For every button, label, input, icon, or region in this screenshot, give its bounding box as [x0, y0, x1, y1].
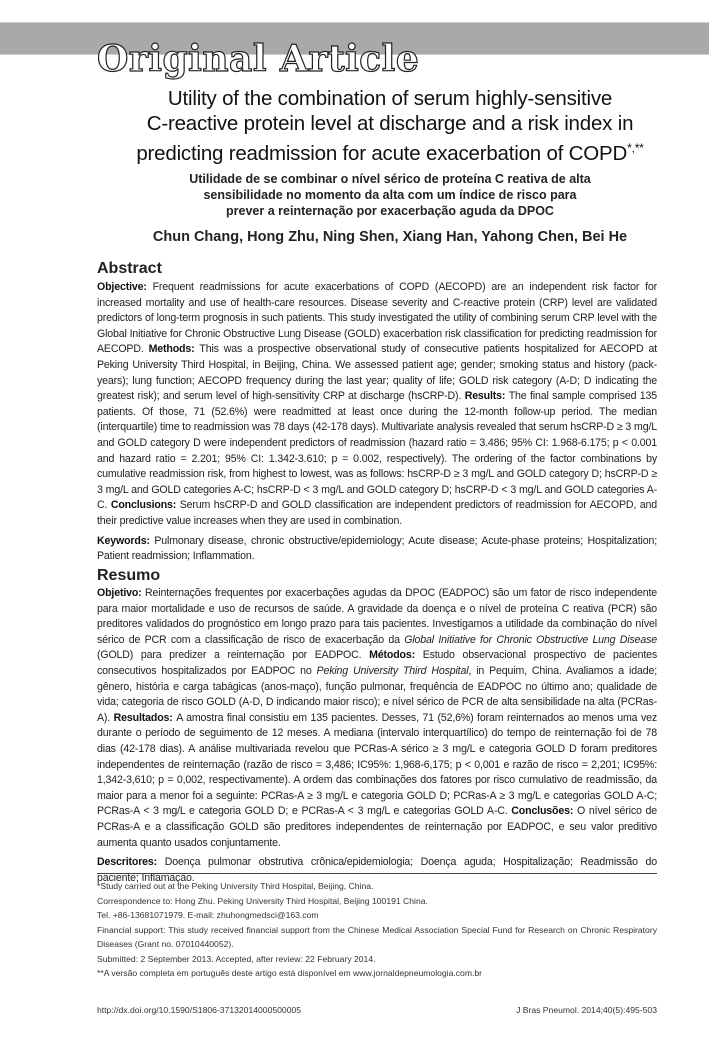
portuguese-title — [110, 171, 670, 219]
section-label: Results: — [464, 390, 509, 403]
resumo-heading: Resumo — [97, 567, 161, 584]
section-label: Objective: — [97, 281, 153, 293]
section-label: Original Article — [97, 38, 420, 80]
keywords-label: Keywords: — [97, 534, 155, 547]
footnote: Tel. +86-13681071979. E-mail: zhuhongmedsci@163.com — [97, 910, 319, 920]
body-text: Reinternações frequentes por exacerbações agudas da DPOC (EADPOC) são um fator de risco independente para maior mortalidade e uso de recursos de saúde. A gravidade da doença e o nível de proteína C reativa (PCR) são preditores validados do prognóstico em longo prazo para tais pacientes. Investigamos a utilidade da combinação do nível sérico de PCR com a classificação de risco de exacerbação da — [97, 587, 657, 646]
body-text: Estudo observacional prospectivo de pacientes consecutivos hospitalizados por EADPOC no — [97, 649, 658, 677]
italic-text: Peking University Third Hospital — [316, 664, 469, 677]
body-text: O nível sérico de PCRas-A e a classificação GOLD são preditores independentes de reinternação por EADPOC, e seu valor preditivo aumenta quanto usados conjuntamente. — [97, 805, 657, 849]
footnotes — [97, 879, 657, 981]
italic-text: Global Initiative for Chronic Obstructive Lung Disease — [404, 633, 657, 646]
title-line-text: predicting readmission for acute exacerbation of COPD — [136, 141, 628, 165]
page-footer — [97, 1005, 657, 1015]
footnote-divider — [97, 873, 657, 874]
body-text: A amostra final consistiu em 135 pacientes. Desses, 71 (52,6%) foram reinternados ao menos uma vez durante o período de seguimento de 12 meses. A mediana (intervalo interquartílico) do tempo de reinternação foi de 78 dias (42-178 dias). A análise multivariada revelou que PCRas-A sérico ≥ 3 mg/L e categoria GOLD D foram preditores independentes de reinternação (razão de risco = 3,486; IC95%: 1,968-6,175; p < 0,001 e razão de risco = 2,201; IC95%: 1,342-3,610; p = 0,002, respectivamente). A ordem das combinações dos fatores por risco cumulativo de readmissão, da maior para a menor foi a seguinte: PCRas-A ≥ 3 mg/L e categoria GOLD D; PCRas-A ≥ 3 mg/L e categorias GOLD A-C; PCRas-A < 3 mg/L e categoria GOLD D; e PCRas-A < 3 mg/L e categorias GOLD A-C. — [97, 711, 657, 818]
title-line: C-reactive protein level at discharge and a risk index in — [146, 112, 634, 135]
subtitle-line: prever a reinternação por exacerbação aguda da DPOC — [226, 204, 554, 218]
body-text: This was a prospective observational study of consecutive patients hospitalized for AECOPD at Peking University Third Hospital, in Beijing, China. We assessed patient age; gender; smoking status and history (pack-years); lung function; AECOPD frequency during the last year; quality of life; GOLD risk category (A-D; D indicating the greatest risk); and serum level of high-sensitivity CRP at discharge (hsCRP-D). — [97, 343, 657, 403]
descritores-text: Doença pulmonar obstrutiva crônica/epidemiologia; Doença aguda; Hospitalização; Readmissão do paciente; Inflamação. — [97, 856, 657, 884]
keywords-text: Pulmonary disease, chronic obstructive/epidemiology; Acute disease; Acute-phase proteins; Hospitalization; Patient readmission; Inflammation. — [97, 534, 657, 563]
section-label: Objetivo: — [97, 587, 146, 599]
title-line: Utility of the combination of serum highly-sensitive — [167, 87, 613, 110]
authors: Chun Chang, Hong Zhu, Ning Shen, Xiang Han, Yahong Chen, Bei He — [152, 229, 628, 245]
footnote: Submitted: 2 September 2013. Accepted, after review: 22 February 2014. — [97, 953, 376, 964]
abstract-keywords — [97, 534, 657, 565]
section-label: Resultados: — [113, 711, 177, 724]
body-text: , in Pequim, China. Avaliamos a idade; gênero, história e carga tabágicas (anos-maço), função pulmonar, frequência de EADPOC no último ano; qualidade de vida; categoria de risco GOLD (A-D, D indicando maior risco); e nível sérico de PCR de alta sensibilidade na alta (PCRas-A). — [97, 664, 657, 724]
section-label: Conclusions: — [110, 499, 180, 512]
body-text: The final sample comprised 135 patients. Of those, 71 (52.6%) were readmitted at least once during the 12-month follow-up period. The median (interquartile) time to readmission was 78 days (42-178 days). Multivariate analysis revealed that serum hsCRP-D ≥ 3 mg/L and GOLD category D were independent predictors of readmission (hazard ratio = 3.486; 95% CI: 1.968-6.175; p < 0.001 and hazard ratio = 2.201; 95% CI: 1.342-3.610; p = 0.002, respectively). The ordering of the factor combinations by cumulative readmission risk, from highest to lowest, was as follows: hsCRP-D ≥ 3 mg/L and GOLD category D; hsCRP-D ≥ 3 mg/L and GOLD categories A-C; hsCRP-D < 3 mg/L and GOLD category D; hsCRP-D < 3 mg/L and GOLD categories A-C. — [97, 390, 658, 512]
abstract-body — [97, 280, 657, 569]
section-label: Methods: — [148, 343, 200, 356]
subtitle-line: sensibilidade no momento da alta com um índice de risco para — [203, 188, 577, 202]
section-banner — [0, 22, 709, 80]
body-text: Serum hsCRP-D and GOLD classification are independent predictors of readmission for AECOPD, and their predictive value increases when they are used in combination. — [97, 499, 657, 527]
title-line — [80, 136, 700, 166]
resumo-body — [97, 586, 657, 890]
subtitle-line: Utilidade de se combinar o nível sérico de proteína C reativa de alta — [189, 172, 591, 186]
journal-citation: J Bras Pneumol. 2014;40(5):495-503 — [516, 1005, 657, 1015]
footnote: Financial support: This study received financial support from the Chinese Medical Association Special Fund for Research on Chronic Respiratory Diseases (Grant no. 07010440052). — [97, 924, 657, 949]
footnote: Correspondence to: Hong Zhu. Peking University Third Hospital, Beijing 100191 China. — [97, 895, 428, 906]
descritores-label: Descritores: — [97, 856, 165, 869]
title-footnote-marks: *,** — [627, 141, 644, 155]
footnote: **A versão completa em português deste artigo está disponível em www.jornaldepneumologia.com.br — [97, 968, 483, 978]
doi-link[interactable]: http://dx.doi.org/10.1590/S1806-37132014000500005 — [97, 1005, 302, 1015]
article-title — [80, 86, 700, 166]
abstract-text — [97, 280, 657, 530]
abstract-heading: Abstract — [97, 260, 162, 277]
resumo-text — [97, 586, 657, 851]
footnote: *Study carried out at the Peking University Third Hospital, Beijing, China. — [97, 881, 374, 891]
body-text: (GOLD) para predizer a reinternação por EADPOC. — [97, 649, 370, 662]
section-label: Métodos: — [369, 649, 423, 662]
section-label: Conclusões: — [511, 805, 578, 818]
body-text: Frequent readmissions for acute exacerbations of COPD (AECOPD) are an independent risk factor for increased mortality and use of health-care resources. Disease severity and C-reactive protein (CRP) level are validated predictors of long-term prognosis in such patients. This study investigated the utility of combining serum CRP level with the Global Initiative for Chronic Obstructive Lung Disease (GOLD) exacerbation risk classification for predicting readmission for AECOPD. — [97, 281, 658, 356]
